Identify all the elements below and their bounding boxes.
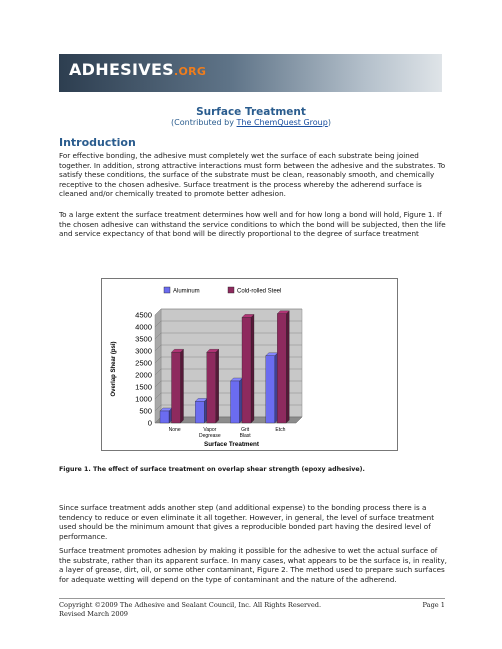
paragraph: Surface treatment promotes adhesion by making it possible for the adhesive to wet the actual surface of the substrate, rather than its apparent surface. In many cases, what appears to be the surface is, in reality, a layer of grease, dirt, oil, or some other contaminant, Figure 2. The method used to prepare such surfaces for adequate wetting will depend on the type of contaminant and the nature of the adherend. bbox=[59, 546, 447, 584]
bar-cold-rolled-steel bbox=[207, 349, 219, 423]
x-tick-label: Grit Blast bbox=[239, 427, 251, 439]
y-tick-label: 4500 bbox=[135, 310, 152, 320]
x-axis-title: Surface Treatment bbox=[204, 441, 259, 448]
legend-swatch bbox=[228, 287, 234, 293]
bar-front bbox=[195, 401, 204, 423]
bar-aluminum bbox=[231, 378, 243, 423]
bar-front bbox=[231, 381, 240, 423]
bar-side bbox=[251, 314, 254, 423]
paragraph: Since surface treatment adds another step (and additional expense) to the bonding process there is a tendency to reduce or even eliminate it all together. However, in general, the level of surface treatment used should be the minimum amount that gives a reproducible bonded part having the desired level of performance. bbox=[59, 503, 435, 541]
section-heading-introduction: Introduction bbox=[59, 136, 136, 149]
figure-caption: Figure 1. The effect of surface treatment on overlap shear strength (epoxy adhesive). bbox=[59, 466, 365, 473]
document-title: Surface Treatment bbox=[196, 106, 306, 118]
y-tick-label: 3000 bbox=[135, 346, 152, 356]
y-tick-label: 1500 bbox=[135, 382, 152, 392]
legend-label: Aluminum bbox=[173, 288, 200, 295]
bar-front bbox=[172, 352, 181, 423]
site-logo bbox=[69, 60, 206, 79]
x-tick-label: None bbox=[168, 427, 181, 433]
bar-aluminum bbox=[266, 353, 278, 423]
y-axis-title: Overlap Shear (psi) bbox=[111, 341, 117, 397]
y-tick-label: 1000 bbox=[135, 394, 152, 404]
bar-side bbox=[286, 311, 289, 423]
shear-strength-chart bbox=[101, 278, 398, 451]
paragraph: For effective bonding, the adhesive must completely wet the surface of each substrate being joined together. In addition, strong attractive interactions must form between the adhesive and the substrates. To satisfy these conditions, the surface of the substrate must be clean, reasonably smooth, and chemically receptive to the chosen adhesive. Surface treatment is the process whereby the adherend surface is cleaned and/or chemically treated to promote better adhesion. bbox=[59, 151, 446, 199]
page-footer bbox=[59, 601, 445, 618]
bar-front bbox=[266, 356, 275, 423]
footer-divider bbox=[59, 598, 445, 599]
bar-side bbox=[181, 349, 184, 423]
bar-front bbox=[207, 352, 216, 423]
legend-swatch bbox=[164, 287, 170, 293]
bar-cold-rolled-steel bbox=[277, 311, 289, 423]
footer-copyright: Copyright ©2009 The Adhesive and Sealant Council, Inc. All Rights Reserved. bbox=[59, 601, 322, 609]
contributor-link[interactable]: The ChemQuest Group bbox=[236, 118, 328, 127]
y-tick-label: 3500 bbox=[135, 334, 152, 344]
y-tick-label: 0 bbox=[147, 418, 152, 428]
logo-banner bbox=[59, 54, 442, 92]
footer-revised: Revised March 2009 bbox=[59, 609, 128, 618]
y-tick-label: 2000 bbox=[135, 370, 152, 380]
bar-side bbox=[216, 349, 219, 423]
y-tick-label: 4000 bbox=[135, 322, 152, 332]
x-tick-label: Vapor Degrease bbox=[199, 427, 221, 439]
subtitle-prefix: (Contributed by bbox=[171, 118, 237, 127]
bar-aluminum bbox=[195, 398, 207, 423]
y-tick-label: 2500 bbox=[135, 358, 152, 368]
bar-cold-rolled-steel bbox=[242, 314, 254, 423]
logo-name: ADHESIVES bbox=[69, 60, 174, 79]
bar-front bbox=[242, 317, 251, 423]
y-tick-label: 500 bbox=[139, 406, 152, 416]
legend-label: Cold-rolled Steel bbox=[237, 288, 282, 295]
subtitle-suffix: ) bbox=[327, 118, 331, 127]
bar-front bbox=[277, 314, 286, 423]
bar-front bbox=[160, 411, 169, 423]
x-tick-label: Etch bbox=[275, 427, 286, 433]
bar-aluminum bbox=[160, 408, 172, 423]
bar-cold-rolled-steel bbox=[172, 349, 184, 423]
page-number: Page 1 bbox=[422, 601, 445, 609]
paragraph: To a large extent the surface treatment determines how well and for how long a bond will hold, Figure 1. If the chosen adhesive can withstand the service conditions to which the bond will be subjected, then the life and service expectancy of that bond will be directly proportional to the degree of surface treatment bbox=[59, 210, 446, 239]
document-subtitle bbox=[0, 118, 502, 127]
logo-suffix: .ORG bbox=[174, 65, 207, 78]
